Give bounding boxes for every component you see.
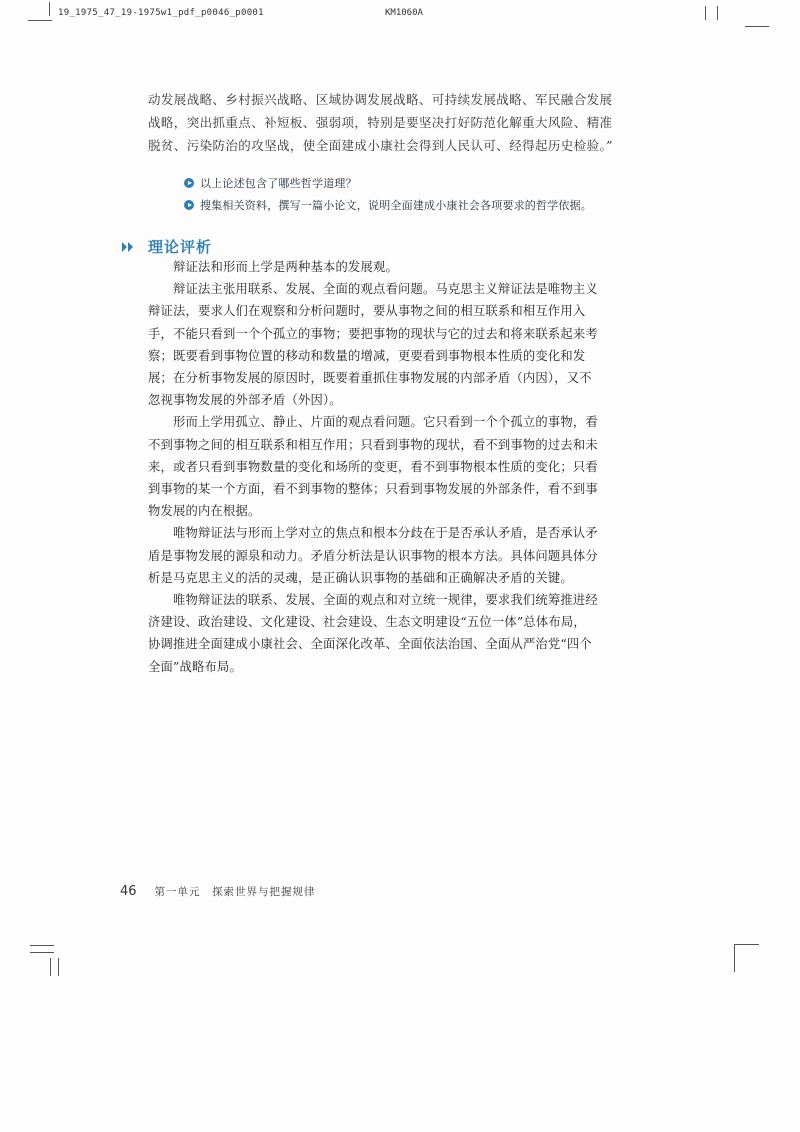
text-line: 到事物的某一个方面，看不到事物的整体；只看到事物发展的外部条件，看不到事: [148, 482, 598, 497]
text-line: 辩证法主张用联系、发展、全面的观点看问题。马克思主义辩证法是唯物主义: [173, 282, 598, 297]
text-line: 察；既要看到事物位置的移动和数量的增减，更要看到事物根本性质的变化和发: [148, 348, 586, 363]
crop-mark: [717, 6, 718, 20]
crop-mark: [50, 958, 51, 976]
text-line: 析是马克思主义的活的灵魂，是正确认识事物的基础和正确解决矛盾的关键。: [148, 570, 573, 585]
paragraph: [148, 522, 636, 589]
scan-header-right: KM1060A: [385, 8, 423, 18]
section-title: 理论评析: [148, 238, 213, 256]
text-line: 盾是事物发展的源泉和动力。矛盾分析法是认识事物的根本方法。具体问题具体分: [148, 548, 598, 563]
crop-mark: [735, 944, 759, 945]
question-item: [184, 194, 614, 216]
paragraph: [148, 278, 636, 411]
paragraph: [148, 589, 636, 678]
discussion-questions: [184, 172, 614, 216]
text-line: 物发展的内在根据。: [148, 504, 261, 519]
text-line: 唯物辩证法与形而上学对立的焦点和根本分歧在于是否承认矛盾，是否承认矛: [173, 526, 598, 541]
double-arrow-icon: [122, 240, 136, 254]
section-heading: [122, 236, 212, 257]
text-line: 济建设、政治建设、文化建设、社会建设、生态文明建设“五位一体”总体布局，: [148, 615, 586, 630]
crop-mark: [30, 945, 54, 946]
text-line: 协调推进全面建成小康社会、全面深化改革、全面依法治国、全面从严治党“四个: [148, 637, 592, 652]
paragraph: [148, 411, 636, 522]
quote-line: 动发展战略、乡村振兴战略、区域协调发展战略、可持续发展战略、军民融合发展: [148, 92, 613, 107]
crop-mark: [745, 26, 769, 27]
text-line: 忽视事物发展的外部矛盾（外因）。: [148, 393, 342, 408]
quote-line: 战略，突出抓重点、补短板、强弱项，特别是要坚决打好防范化解重大风险、精准: [148, 115, 613, 130]
text-line: 辩证法和形而上学是两种基本的发展观。: [173, 260, 398, 274]
text-line: 唯物辩证法的联系、发展、全面的观点和对立统一规律，要求我们统筹推进经: [173, 593, 598, 608]
quote-line: 脱贫、污染防治的攻坚战，使全面建成小康社会得到人民认可、经得起历史检验。”: [148, 138, 613, 153]
text-line: 来，或者只看到事物数量的变化和场所的变更，看不到事物根本性质的变化；只看: [148, 459, 598, 474]
crop-mark: [28, 20, 52, 21]
page-footer: [120, 884, 316, 899]
paragraph: [148, 256, 636, 278]
text-line: 形而上学用孤立、静止、片面的观点看问题。它只看到一个个孤立的事物，看: [173, 415, 598, 430]
quote-block: [148, 88, 638, 157]
text-line: 不到事物之间的相互联系和相互作用；只看到事物的现状，看不到事物的过去和未: [148, 437, 598, 452]
crop-mark: [49, 2, 50, 16]
question-text: 搜集相关资料，撰写一篇小论文，说明全面建成小康社会各项要求的哲学依据。: [200, 199, 592, 212]
crop-mark: [705, 6, 706, 20]
page-number: 46: [120, 884, 137, 899]
scan-header-left: 19_1975_47_19-1975w1_pdf_p0046_p0001: [58, 8, 264, 18]
bullet-arrow-icon: [184, 200, 194, 210]
crop-mark: [734, 944, 735, 972]
running-footer-title: 第一单元 探索世界与把握规律: [154, 886, 316, 898]
analysis-body: [148, 256, 636, 678]
text-line: 手，不能只看到一个个孤立的事物；要把事物的现状与它的过去和将来联系起来考: [148, 326, 598, 341]
question-item: [184, 172, 614, 194]
text-line: 展；在分析事物发展的原因时，既要着重抓住事物发展的内部矛盾（内因），又不: [148, 371, 592, 386]
crop-mark: [58, 958, 59, 976]
bullet-arrow-icon: [184, 178, 194, 188]
text-line: 全面”战略布局。: [148, 659, 242, 674]
text-line: 辩证法，要求人们在观察和分析问题时，要从事物之间的相互联系和相互作用入: [148, 304, 586, 319]
question-text: 以上论述包含了哪些哲学道理？: [200, 177, 357, 190]
crop-mark: [30, 952, 54, 953]
